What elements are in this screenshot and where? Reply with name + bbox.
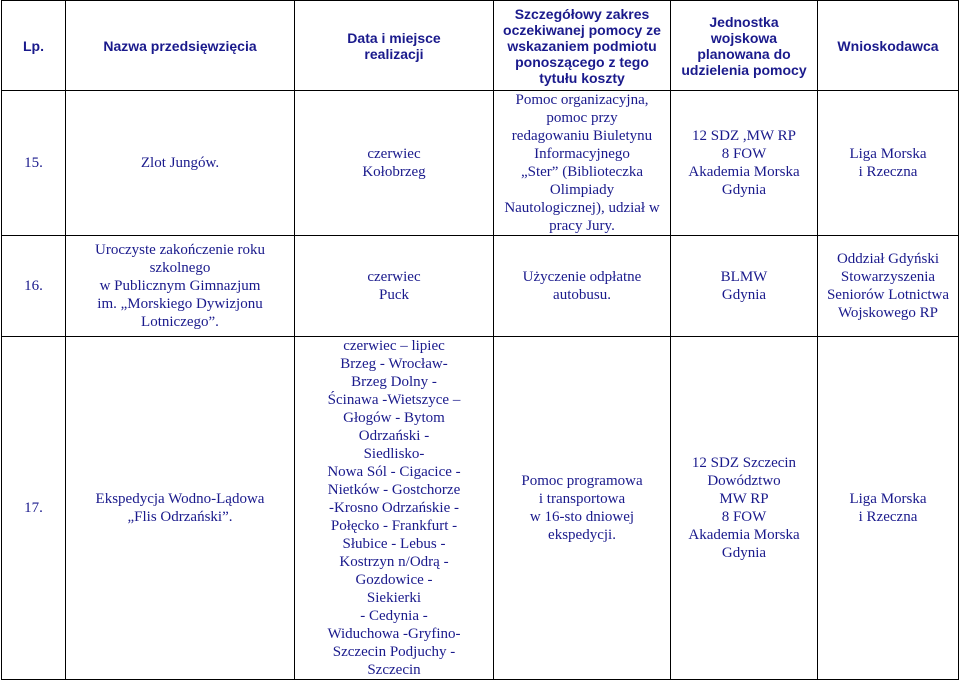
header-date-place: Data i miejsce realizacji bbox=[295, 1, 494, 91]
cell-lp: 16. bbox=[2, 236, 66, 337]
header-unit: Jednostka wojskowa planowana do udzielenia pomocy bbox=[671, 1, 818, 91]
table-row bbox=[2, 91, 959, 236]
cell-scope: Użyczenie odpłatne autobusu. bbox=[494, 236, 671, 337]
cell-date-place: czerwiec – lipiec Brzeg - Wrocław- Brzeg Dolny - Ścinawa -Wietszyce – Głogów - Bytom Odrzański - Siedlisko- Nowa Sól - Cigacice - Nietków - Gostchorze -Krosno Odrzańskie - Połęcko - Frankfurt - Słubice - Lebus - Kostrzyn n/Odrą - Gozdowice - Siekierki - Cedynia - Widuchowa -Gryfino- Szczecin Podjuchy - Szczecin bbox=[295, 337, 494, 680]
cell-name: Zlot Jungów. bbox=[66, 91, 295, 236]
cell-applicant: Liga Morska i Rzeczna bbox=[818, 91, 959, 236]
cell-name: Ekspedycja Wodno-Lądowa „Flis Odrzański”. bbox=[66, 337, 295, 680]
cell-applicant: Liga Morska i Rzeczna bbox=[818, 337, 959, 680]
cell-scope: Pomoc organizacyjna, pomoc przy redagowaniu Biuletynu Informacyjnego „Ster” (Biblioteczka Olimpiady Nautologicznej), udział w pracy Jury. bbox=[494, 91, 671, 236]
cell-lp: 15. bbox=[2, 91, 66, 236]
assistance-table bbox=[1, 0, 959, 680]
header-applicant: Wnioskodawca bbox=[818, 1, 959, 91]
cell-unit: 12 SDZ Szczecin Dowództwo MW RP 8 FOW Akademia Morska Gdynia bbox=[671, 337, 818, 680]
cell-scope: Pomoc programowa i transportowa w 16-sto dniowej ekspedycji. bbox=[494, 337, 671, 680]
cell-unit: 12 SDZ ,MW RP 8 FOW Akademia Morska Gdynia bbox=[671, 91, 818, 236]
header-row bbox=[2, 1, 959, 91]
cell-date-place: czerwiec Puck bbox=[295, 236, 494, 337]
cell-name: Uroczyste zakończenie roku szkolnego w Publicznym Gimnazjum im. „Morskiego Dywizjonu Lotniczego”. bbox=[66, 236, 295, 337]
table-row bbox=[2, 337, 959, 680]
cell-lp: 17. bbox=[2, 337, 66, 680]
cell-unit: BLMW Gdynia bbox=[671, 236, 818, 337]
cell-applicant: Oddział Gdyński Stowarzyszenia Seniorów Lotnictwa Wojskowego RP bbox=[818, 236, 959, 337]
header-name: Nazwa przedsięwzięcia bbox=[66, 1, 295, 91]
header-scope: Szczegółowy zakres oczekiwanej pomocy ze wskazaniem podmiotu ponoszącego z tego tytułu koszty bbox=[494, 1, 671, 91]
table-row bbox=[2, 236, 959, 337]
header-lp: Lp. bbox=[2, 1, 66, 91]
cell-date-place: czerwiec Kołobrzeg bbox=[295, 91, 494, 236]
